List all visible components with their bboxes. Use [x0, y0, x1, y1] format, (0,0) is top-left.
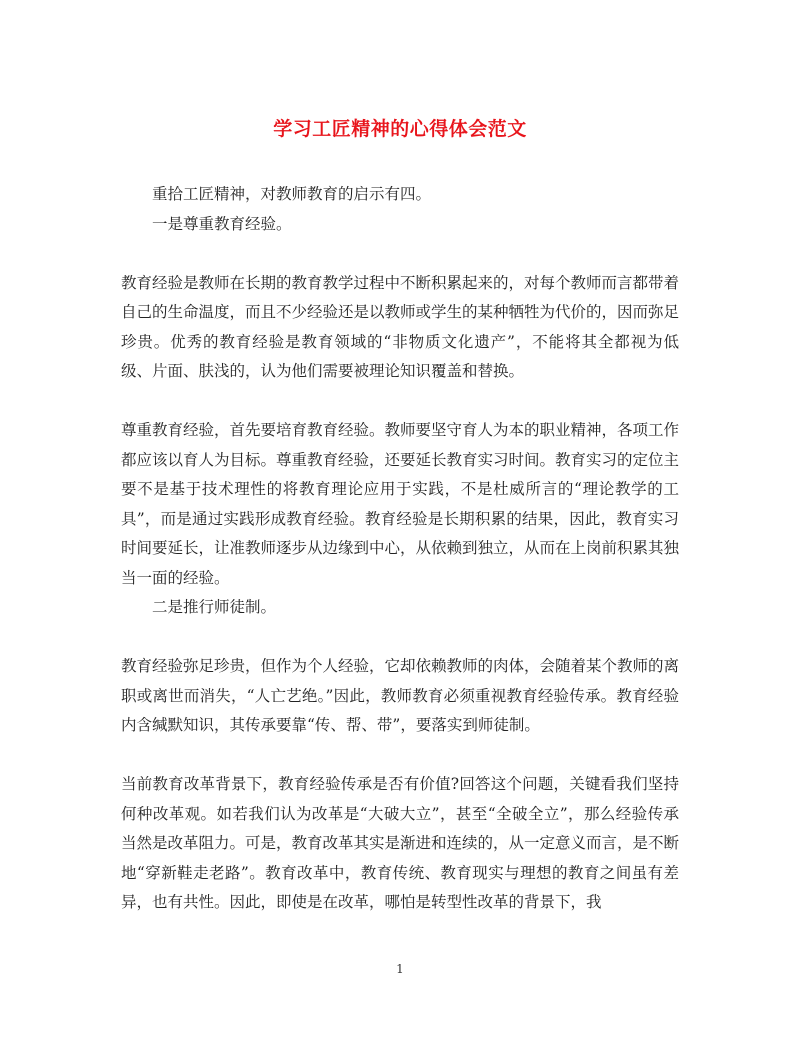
- paragraph-apprenticeship: 教育经验弥足珍贵，但作为个人经验，它却依赖教师的肉体，会随着某个教师的离职或离世而消失，“人亡艺绝。”因此，教师教育必须重视教育经验传承。教育经验内含缄默知识，其传承要靠“传、帮、带”，要落实到师徒制。: [121, 657, 680, 734]
- page-number: 1: [396, 962, 404, 976]
- paragraph-intro: 重拾工匠精神，对教师教育的启示有四。: [152, 185, 432, 203]
- document-body: [121, 180, 679, 918]
- paragraph-reform-context: 当前教育改革背景下，教育经验传承是否有价值?回答这个问题，关键看我们坚持何种改革观。如若我们认为改革是“大破大立”，甚至“全破全立”，那么经验传承当然是改革阻力。可是，教育改革其实是渐进和连续的，从一定意义而言，是不断地“穿新鞋走老路”。教育改革中，教育传统、教育现实与理想的教育之间虽有差异，也有共性。因此，即使是在改革，哪怕是转型性改革的背景下，我: [121, 775, 680, 911]
- paragraph-experience-value: 教育经验是教师在长期的教育教学过程中不断积累起来的，对每个教师而言都带着自己的生命温度，而且不少经验还是以教师或学生的某种牺牲为代价的，因而弥足珍贵。优秀的教育经验是教育领域的“非物质文化遗产”，不能将其全都视为低级、片面、肤浅的，认为他们需要被理论知识覆盖和替换。: [121, 273, 680, 380]
- heading-point-one: 一是尊重教育经验。: [152, 214, 292, 233]
- heading-point-two: 二是推行师徒制。: [152, 598, 277, 616]
- document-title: 学习工匠精神的心得体会范文: [273, 118, 527, 140]
- paragraph-respect-experience: 尊重教育经验，首先要培育教育经验。教师要坚守育人为本的职业精神，各项工作都应该以育人为目标。尊重教育经验，还要延长教育实习时间。教育实习的定位主要不是基于技术理性的将教育理论应用于实践，不是杜威所言的“理论教学的工具”，而是通过实践形成教育经验。教育经验是长期积累的结果，因此，教育实习时间要延长，让准教师逐步从边缘到中心，从依赖到独立，从而在上岗前积累其独当一面的经验。: [121, 421, 680, 587]
